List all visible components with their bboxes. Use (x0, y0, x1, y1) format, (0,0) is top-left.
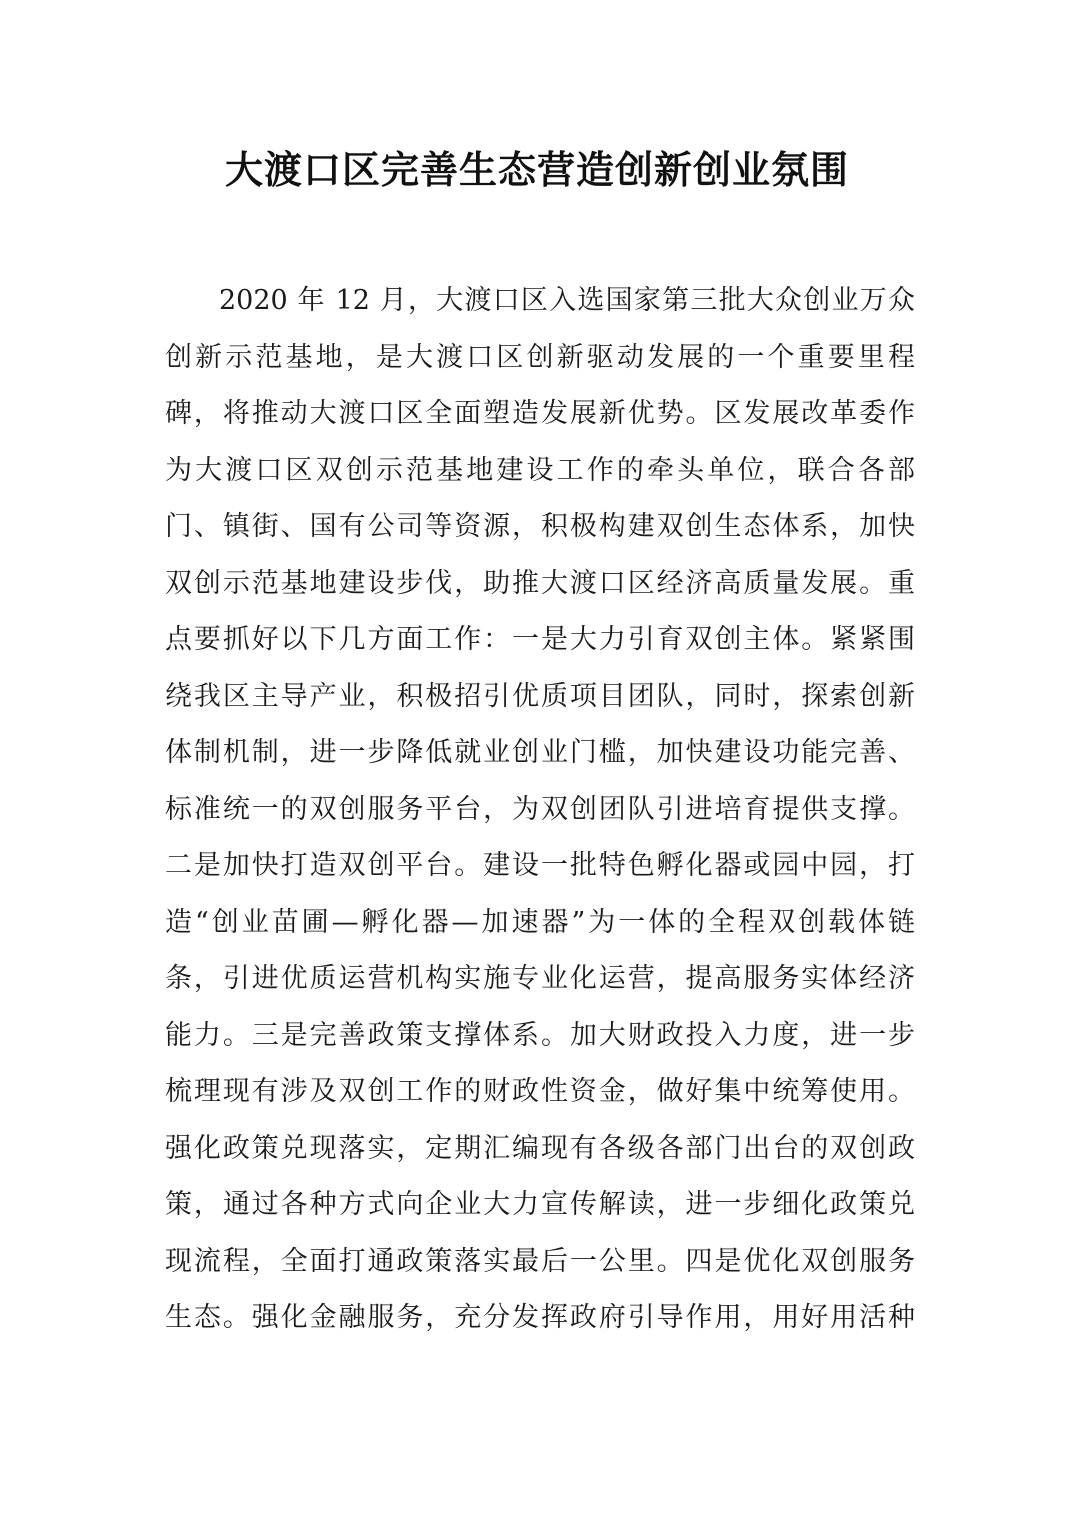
body-line-12: 造“创业苗圃—孵化器—加速器”为一体的全程双创载体链 (165, 906, 915, 938)
body-line-15: 梳理现有涉及双创工作的财政性资金，做好集中统筹使用。 (165, 1076, 915, 1107)
document-body (165, 276, 915, 1350)
body-line-1: 2020 年 12 月，大渡口区入选国家第三批大众创业万众 (219, 285, 915, 316)
document-title: 大渡口区完善生态营造创新创业氛围 (224, 147, 849, 192)
body-line-18: 现流程，全面打通政策落实最后一公里。四是优化双创服务 (165, 1245, 915, 1277)
body-line-19: 生态。强化金融服务，充分发挥政府引导作用，用好用活种 (165, 1302, 915, 1333)
body-line-5: 门、镇街、国有公司等资源，积极构建双创生态体系，加快 (165, 511, 915, 542)
body-line-14: 能力。三是完善政策支撑体系。加大财政投入力度，进一步 (165, 1019, 915, 1051)
body-line-17: 策，通过各种方式向企业大力宣传解读，进一步细化政策兑 (165, 1189, 915, 1220)
body-line-4: 为大渡口区双创示范基地建设工作的牵头单位，联合各部 (165, 454, 915, 486)
body-line-2: 创新示范基地，是大渡口区创新驱动发展的一个重要里程 (165, 341, 915, 373)
body-line-11: 二是加快打造双创平台。建设一批特色孵化器或园中园，打 (165, 850, 915, 881)
body-line-16: 强化政策兑现落实，定期汇编现有各级各部门出台的双创政 (165, 1132, 915, 1164)
body-line-9: 体制机制，进一步降低就业创业门槛，加快建设功能完善、 (165, 737, 915, 768)
body-line-3: 碑，将推动大渡口区全面塑造发展新优势。区发展改革委作 (165, 398, 915, 429)
body-line-10: 标准统一的双创服务平台，为双创团队引进培育提供支撑。 (165, 793, 915, 825)
body-line-8: 绕我区主导产业，积极招引优质项目团队，同时，探索创新 (165, 680, 915, 712)
body-line-13: 条，引进优质运营机构实施专业化运营，提高服务实体经济 (165, 963, 915, 994)
body-line-6: 双创示范基地建设步伐，助推大渡口区经济高质量发展。重 (165, 567, 915, 599)
body-line-7: 点要抓好以下几方面工作：一是大力引育双创主体。紧紧围 (165, 624, 915, 655)
